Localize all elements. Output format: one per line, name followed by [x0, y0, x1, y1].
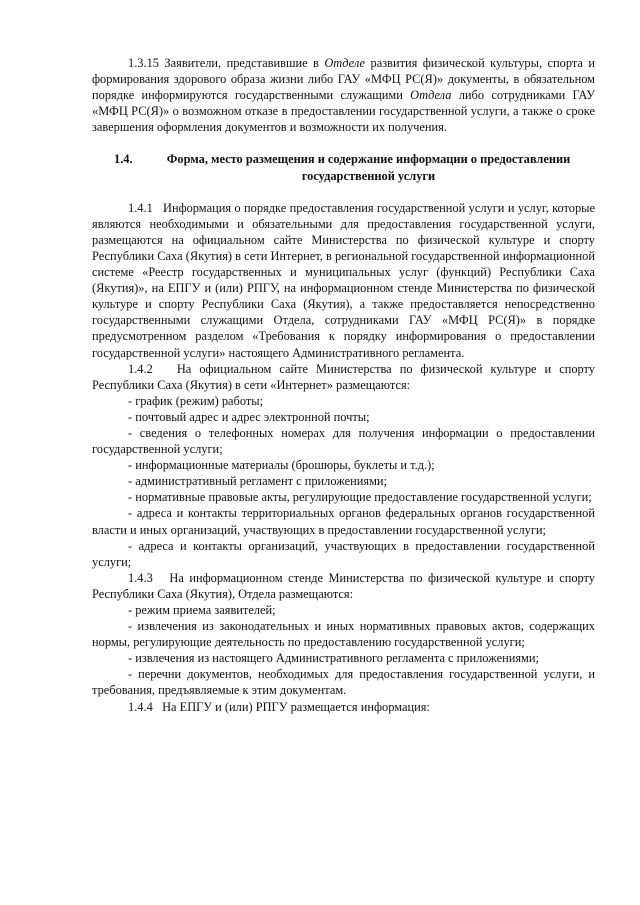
section-number: 1.4. [114, 152, 133, 167]
section-heading-1-4 [92, 151, 595, 183]
paragraph-1-4-3: 1.4.3 На информационном стенде Министерства по физической культуре и спорту Республики Саха (Якутия), Отдела размещаются: [92, 570, 595, 601]
paragraph-number: 1.4.2 [128, 361, 153, 376]
list-item: - извлечения из настоящего Административного регламента с приложениями; [128, 651, 539, 666]
paragraph-number: 1.4.1 [128, 200, 153, 215]
paragraph-1-4-4: 1.4.4 На ЕПГУ и (или) РПГУ размещается информация: [128, 699, 430, 714]
paragraph-1-4-2: 1.4.2 На официальном сайте Министерства по физической культуре и спорту Республики Саха (Якутия) в сети «Интернет» размещаются: [92, 361, 595, 392]
list-item: - адреса и контакты территориальных органов федеральных органов государственной власти и иных организаций, участвующих в предоставлении государственной услуги; [92, 506, 595, 537]
paragraph-1-3-15: 1.3.15 Заявители, представившие в Отделе развития физической культуры, спорта и формирования здорового образа жизни либо ГАУ «МФЦ РС(Я)» документы, в обязательном порядке информируются государственными служащими Отдела либо сотрудниками ГАУ «МФЦ РС(Я)» о возможном отказе в предоставлении государственной услуги, а также о сроке завершения оформления документов и возможности их получения. [92, 56, 595, 135]
list-item: - перечни документов, необходимых для предоставления государственной услуги, и требования, предъявляемые к этим документам. [92, 667, 595, 698]
paragraph-1-4-1: 1.4.1 Информация о порядке предоставления государственной услуги и услуг, которые являются необходимыми и обязательными для предоставления государственной услуги, размещаются на официальном сайте Министерства по физической культуре и спорту Республики Саха (Якутия) в сети Интернет, в региональной государственной информационной системе «Реестр государственных и муниципальных услуг (функций) Республики Саха (Якутия)», на ЕПГУ и (или) РПГУ, на информационном стенде Министерства по физической культуре и спорту Республики Саха (Якутия), а также предоставляется непосредственно государственными служащими Отдела, сотрудниками ГАУ «МФЦ РС(Я)» в порядке предусмотренном разделом «Требования к порядку информирования о предоставлении государственной услуги» настоящего Административного регламента. [92, 200, 596, 360]
emphasis-otdele: Отделе [324, 56, 366, 70]
list-item: - нормативные правовые акты, регулирующие предоставление государственной услуги; [128, 490, 592, 505]
paragraph-number: 1.4.3 [128, 570, 153, 585]
section-title: Форма, место размещения и содержание информации о предоставлении государственной услуги [166, 152, 571, 183]
paragraph-number: 1.3.15 [128, 56, 159, 70]
list-item: - график (режим) работы; [128, 393, 264, 408]
list-item: - информационные материалы (брошюры, буклеты и т.д.); [128, 458, 435, 473]
list-item: - почтовый адрес и адрес электронной почты; [128, 409, 370, 424]
list-item: - режим приема заявителей; [128, 603, 276, 617]
list-item: - адреса и контакты организаций, участвующих в предоставлении государственной услуги; [92, 538, 595, 569]
emphasis-otdela: Отдела [410, 88, 452, 103]
list-item: - административный регламент с приложениями; [128, 474, 387, 489]
document-body [92, 55, 595, 715]
paragraph-number: 1.4.4 [128, 699, 153, 714]
list-item: - сведения о телефонных номерах для получения информации о предоставлении государственной услуги; [92, 425, 595, 457]
list-item: - извлечения из законодательных и иных нормативных правовых актов, содержащих нормы, регулирующие деятельность по предоставлению государственной услуги; [92, 619, 595, 650]
